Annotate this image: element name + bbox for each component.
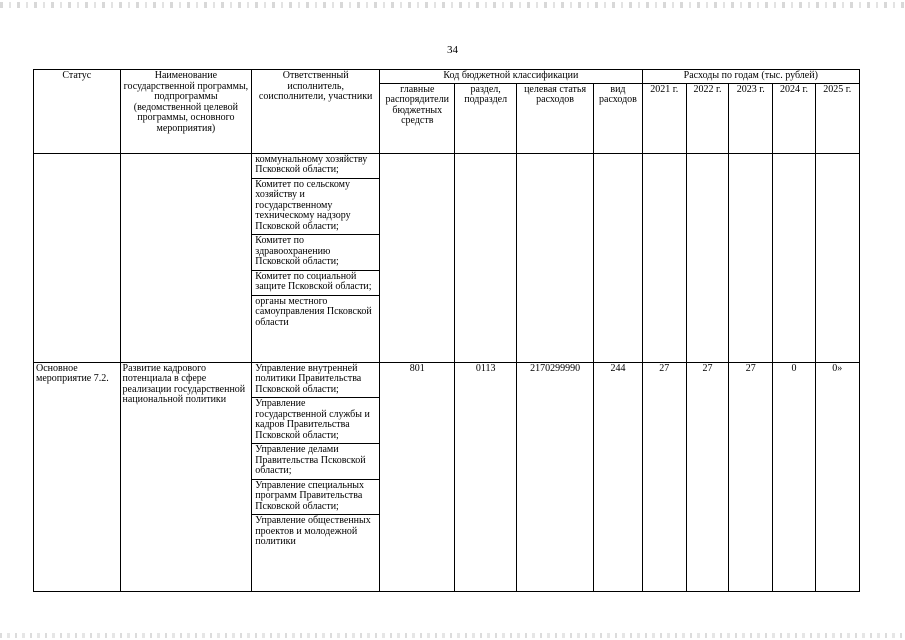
table-row	[34, 153, 860, 362]
target-cell: 2170299990	[516, 362, 593, 591]
status-cell: Основное мероприятие 7.2.	[34, 362, 121, 591]
responsible-item: Комитет по сельскому хозяйству и государственному техническому надзору Псковской области;	[252, 179, 379, 236]
header-section: раздел, подраздел	[455, 83, 516, 153]
header-year-2024: 2024 г.	[773, 83, 815, 153]
header-target: целевая статья расходов	[516, 83, 593, 153]
status-cell	[34, 153, 121, 362]
year-2021-cell: 27	[642, 362, 686, 591]
header-expenses: Расходы по годам (тыс. рублей)	[642, 70, 859, 84]
header-year-2022: 2022 г.	[686, 83, 728, 153]
header-year-2025: 2025 г.	[815, 83, 859, 153]
scan-noise-bottom	[0, 633, 905, 638]
header-kind: вид расходов	[594, 83, 642, 153]
year-2022-cell: 27	[686, 362, 728, 591]
header-year-2021: 2021 г.	[642, 83, 686, 153]
responsibles-cell	[252, 153, 380, 362]
year-2023-cell: 27	[729, 362, 773, 591]
scan-noise-top	[0, 2, 905, 8]
responsible-item: коммунальному хозяйству Псковской области;	[252, 154, 379, 179]
header-status: Статус	[34, 70, 121, 154]
responsible-item: органы местного самоуправления Псковской области	[255, 295, 372, 328]
responsible-item: Управление делами Правительства Псковской области;	[252, 444, 379, 480]
responsible-item: Управление государственной службы и кадров Правительства Псковской области;	[252, 398, 379, 444]
name-cell: Развитие кадрового потенциала в сфере реализации государственной национальной политики	[120, 362, 252, 591]
responsible-item: Управление специальных программ Правительства Псковской области;	[252, 480, 379, 516]
section-cell: 0113	[455, 362, 516, 591]
page-number: 34	[447, 44, 458, 56]
name-cell	[120, 153, 252, 362]
header-gr: главные распорядители бюджетных средств	[380, 83, 455, 153]
year-2024-cell: 0	[773, 362, 815, 591]
responsible-item: Управление общественных проектов и молодежной политики	[255, 515, 371, 548]
header-budget-code: Код бюджетной классификации	[380, 70, 643, 84]
responsible-item: Комитет по здравоохранению Псковской области;	[252, 235, 379, 271]
header-year-2023: 2023 г.	[729, 83, 773, 153]
header-program-name: Наименование государственной программы, подпрограммы (ведомственной целевой программы, основного мероприятия)	[120, 70, 252, 154]
responsibles-cell	[252, 362, 380, 591]
kind-cell: 244	[594, 362, 642, 591]
year-2025-cell: 0»	[815, 362, 859, 591]
responsible-item: Управление внутренней политики Правительства Псковской области;	[252, 363, 379, 399]
responsible-item: Комитет по социальной защите Псковской области;	[252, 271, 379, 296]
budget-table	[33, 69, 860, 592]
header-responsible: Ответственный исполнитель, соисполнители, участники	[252, 70, 380, 154]
gr-cell: 801	[380, 362, 455, 591]
table-row	[34, 362, 860, 591]
